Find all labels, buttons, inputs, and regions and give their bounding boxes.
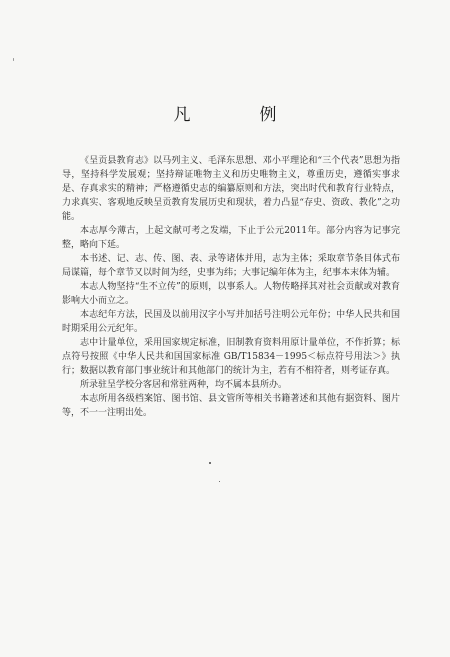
paragraph-schools: 所录驻呈学校分客居和常驻两种，均不属本县所办。	[80, 380, 288, 390]
paragraph-units-punctuation: 志中计量单位，采用国家规定标准，旧制教育资料用原计量单位，不作折算；标点符号按照《中华人民共和国国家标准 GB/T15834－1995＜标点符号用法＞》执行；数据以教育部门事业统计和其他部门的统计为主，若有不相符者，则考证存真。	[62, 338, 400, 376]
paragraph-genres: 本书述、记、志、传、图、表、录等诸体并用，志为主体；采取章节条目体式布局谋篇，每个章节又以时间为经，史事为纬；大事记编年体为主，纪事本末体为辅。	[62, 254, 400, 278]
paragraph-dating-method: 本志纪年方法，民国及以前用汉字小写并加括号注明公元年份；中华人民共和国时期采用公元纪年。	[62, 310, 400, 334]
paragraph-guiding-principles: 《呈贡县教育志》以马列主义、毛泽东思想、邓小平理论和“三个代表”思想为指导，坚持科学发展观；坚持辩证唯物主义和历史唯物主义，尊重历史，遵循实事求是、存真求实的精神；严格遵循史志的编纂原则和方法，突出时代和教育行业特点，力求真实、客观地反映呈贡教育发展历史和现状，着力凸显“存史、资政、教化”之功能。	[62, 156, 400, 222]
scan-speck	[13, 58, 14, 61]
paragraph-time-span: 本志厚今薄古，上起文献可考之发端，下止于公元2011年。部分内容为记事完整，略向下延。	[62, 226, 400, 250]
paragraph-sources: 本志所用各级档案馆、图书馆、县文管所等相关书籍著述和其他有据资料、图片等，不一一注明出处。	[62, 394, 400, 418]
body-text	[62, 154, 400, 420]
page-title: 凡 例	[173, 105, 303, 125]
scan-speck	[209, 462, 211, 464]
scan-speck	[219, 481, 220, 482]
paragraph-biographies: 本志人物坚持“生不立传”的原则，以事系人。人物传略择其对社会贡献或对教育影响大小而立之。	[62, 282, 400, 306]
